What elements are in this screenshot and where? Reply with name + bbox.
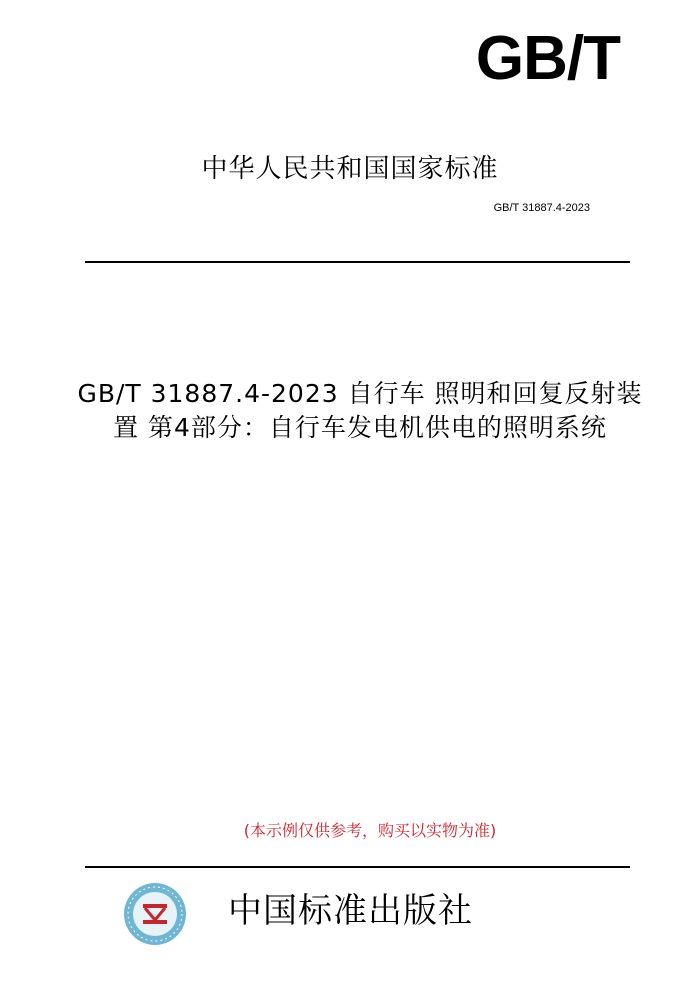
country-standard-heading: 中华人民共和国国家标准: [201, 154, 499, 184]
top-divider: [85, 261, 630, 263]
bottom-divider: [85, 866, 630, 868]
sample-disclaimer: (本示例仅供参考，购买以实物为准): [243, 821, 497, 840]
document-title: [40, 377, 680, 445]
gb-t-logo: GB/T: [475, 24, 620, 93]
publisher-seal-icon: [123, 882, 187, 946]
seal-inner-disc: [133, 892, 177, 936]
publisher-name: 中国标准出版社: [228, 891, 473, 931]
document-title-line-1: GB/T 31887.4-2023 自行车 照明和回复反射装: [77, 379, 643, 408]
document-title-line-2: 置 第4部分：自行车发电机供电的照明系统: [113, 413, 607, 442]
seal-mark-top: [143, 904, 167, 908]
standard-number: GB/T 31887.4-2023: [493, 202, 590, 214]
